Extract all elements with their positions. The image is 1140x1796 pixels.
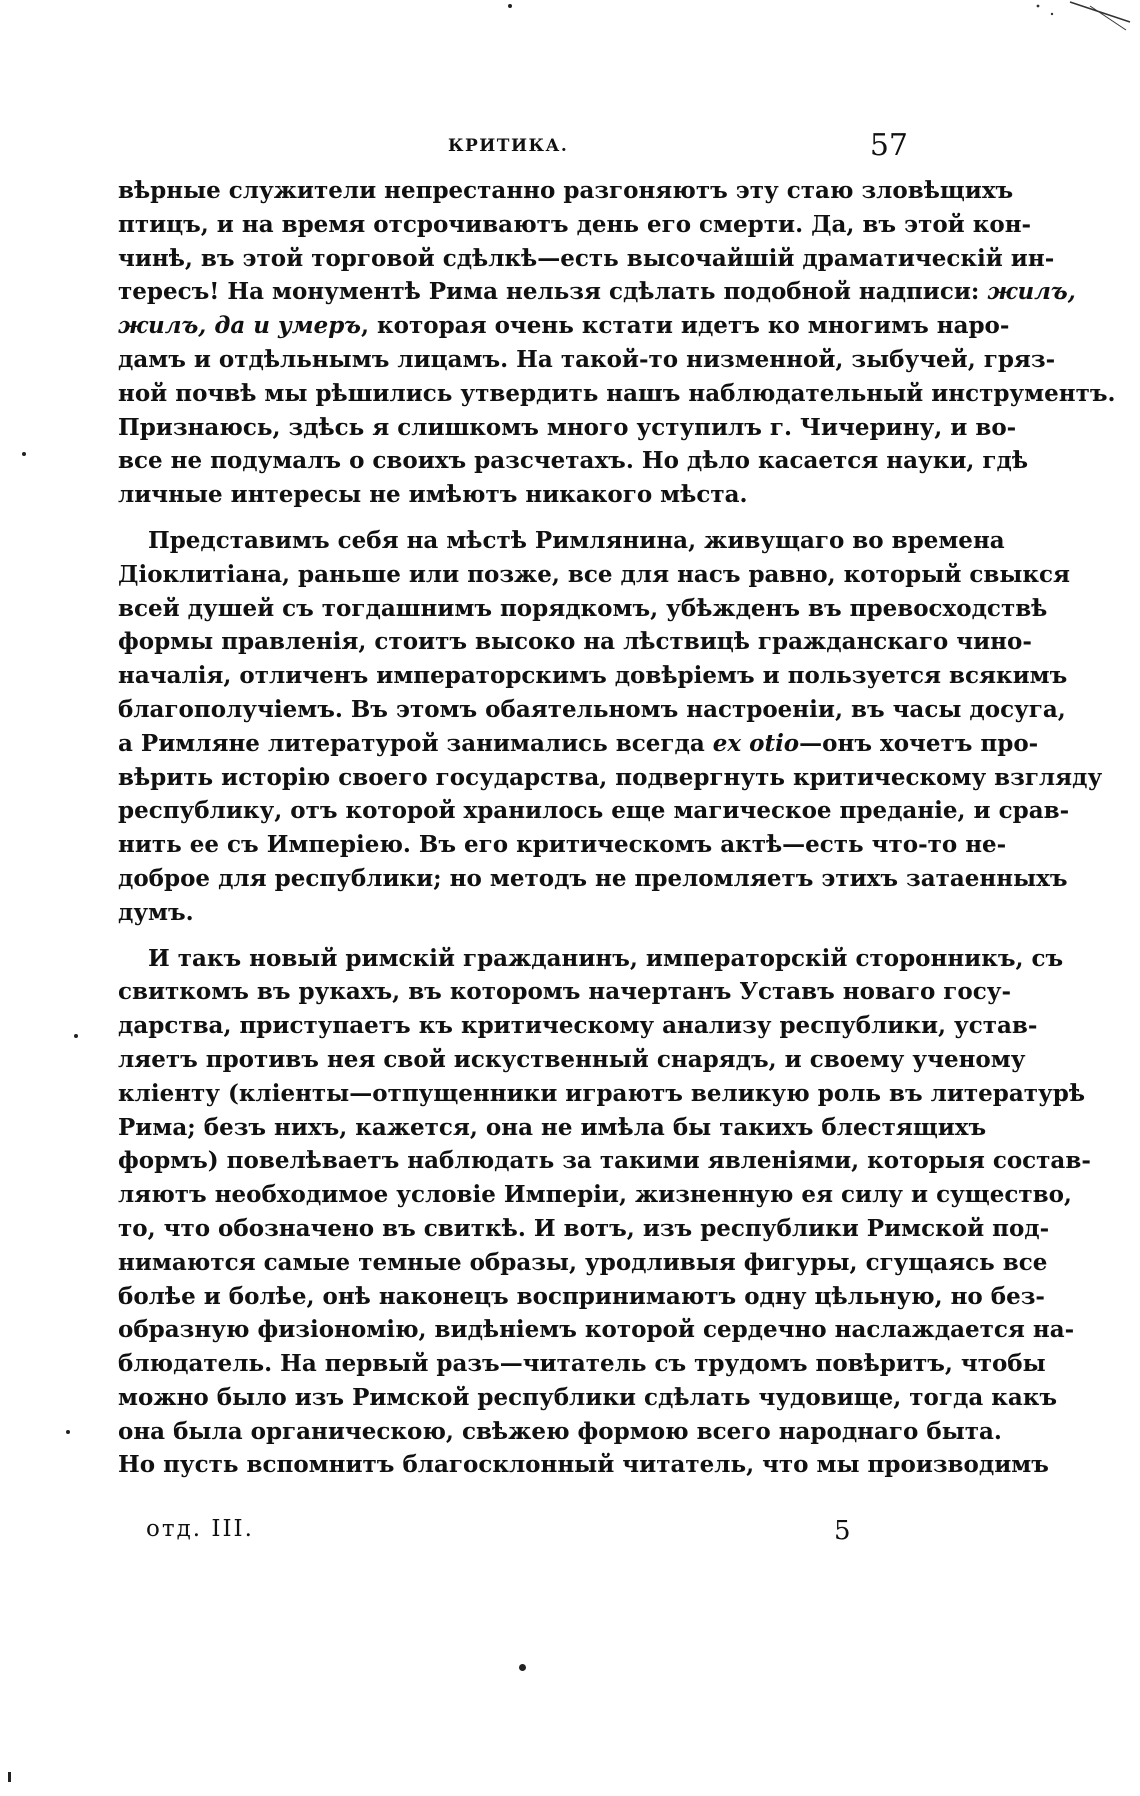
paragraph bbox=[118, 524, 1103, 930]
text-line: личные интересы не имѣютъ никакого мѣста. bbox=[118, 481, 748, 509]
text-line: то, что обозначено въ свиткѣ. И вотъ, изъ республики Римской под- bbox=[118, 1214, 1050, 1242]
text-line: И такъ новый римскій гражданинъ, императорскій сторонникъ, съ bbox=[148, 944, 1064, 972]
scan-speck bbox=[519, 1664, 526, 1671]
page-footer bbox=[118, 1516, 908, 1556]
text-line: а Римляне литературой занимались всегда ex otio—онъ хочетъ про- bbox=[118, 729, 1039, 757]
text-line: Рима; безъ нихъ, кажется, она не имѣла бы такихъ блестящихъ bbox=[118, 1113, 987, 1141]
footer-signature: отд. III. bbox=[146, 1516, 254, 1542]
text-line: птицъ, и на время отсрочиваютъ день его смерти. Да, въ этой кон- bbox=[118, 210, 1032, 238]
paragraph-gap bbox=[118, 512, 908, 524]
scan-speck bbox=[508, 4, 512, 8]
section-title: КРИТИКА. bbox=[448, 136, 569, 156]
emphasized-text: ex otio bbox=[712, 729, 800, 757]
scan-speck bbox=[66, 1430, 70, 1434]
text-line: думъ. bbox=[118, 898, 194, 926]
text-line: она была органическою, свѣжею формою всего народнаго быта. bbox=[118, 1417, 1002, 1445]
text-line: формъ) повелѣваетъ наблюдать за такими явленіями, которыя состав- bbox=[118, 1147, 1091, 1175]
text-line: образную физіономію, видѣніемъ которой сердечно наслаждается на- bbox=[118, 1316, 1075, 1344]
text-line: тересъ! На монументѣ Рима нельзя сдѣлать подобной надписи: жилъ, bbox=[118, 278, 1076, 306]
scan-speck bbox=[22, 452, 26, 456]
text-line: чинѣ, въ этой торговой сдѣлкѣ—есть высочайшій драматическій ин- bbox=[118, 244, 1055, 272]
running-head bbox=[118, 128, 908, 168]
text-line: ляетъ противъ нея свой искуственный снарядъ, и своему ученому bbox=[118, 1045, 1026, 1073]
text-line: дамъ и отдѣльнымъ лицамъ. На такой-то низменной, зыбучей, гряз- bbox=[118, 345, 1056, 373]
body-text bbox=[118, 174, 1116, 1482]
paragraph-gap bbox=[118, 930, 908, 942]
text-line: началія, отличенъ императорскимъ довѣріемъ и пользуется всякимъ bbox=[118, 662, 1068, 690]
text-line: все не подумалъ о своихъ разсчетахъ. Но дѣло касается науки, гдѣ bbox=[118, 447, 1029, 475]
text-line: нимаются самые темные образы, уродливыя фигуры, сгущаясь все bbox=[118, 1248, 1048, 1276]
text-line: Но пусть вспомнитъ благосклонный читатель, что мы производимъ bbox=[118, 1451, 1049, 1479]
text-line: благополучіемъ. Въ этомъ обаятельномъ настроеніи, въ часы досуга, bbox=[118, 695, 1066, 723]
paragraph bbox=[118, 174, 1116, 512]
page-number: 57 bbox=[869, 128, 908, 163]
text-line: всей душей съ тогдашнимъ порядкомъ, убѣжденъ въ превосходствѣ bbox=[118, 594, 1048, 622]
text-line: свиткомъ въ рукахъ, въ которомъ начертанъ Уставъ новаго госу- bbox=[118, 978, 1012, 1006]
text-line: вѣрные служители непрестанно разгоняютъ эту стаю зловѣщихъ bbox=[118, 177, 1014, 204]
scan-speck bbox=[74, 1034, 78, 1038]
corner-scan-mark bbox=[1030, 0, 1140, 40]
text-line: болѣе и болѣе, онѣ наконецъ воспринимаютъ одну цѣльную, но без- bbox=[118, 1282, 1045, 1310]
text-line: блюдатель. На первый разъ—читатель съ трудомъ повѣритъ, чтобы bbox=[118, 1350, 1046, 1378]
text-line: нить ее съ Имперіею. Въ его критическомъ актѣ—есть что-то не- bbox=[118, 831, 1007, 859]
text-line: можно было изъ Римской республики сдѣлать чудовище, тогда какъ bbox=[118, 1383, 1057, 1411]
text-line: ляютъ необходимое условіе Имперіи, жизненную ея силу и существо, bbox=[118, 1181, 1072, 1209]
emphasized-text: жилъ, да и умеръ bbox=[118, 312, 362, 340]
paragraph bbox=[118, 942, 1091, 1483]
text-line: жилъ, да и умеръ, которая очень кстати идетъ ко многимъ наро- bbox=[118, 312, 1010, 340]
text-line: Представимъ себя на мѣстѣ Римлянина, живущаго во времена bbox=[148, 526, 1005, 554]
footer-sheet-number: 5 bbox=[834, 1516, 851, 1546]
text-line: формы правленія, стоитъ высоко на лѣствицѣ гражданскаго чино- bbox=[118, 628, 1032, 656]
text-line: кліенту (кліенты—отпущенники играютъ великую роль въ литературѣ bbox=[118, 1079, 1086, 1107]
emphasized-text: жилъ, bbox=[987, 278, 1076, 306]
text-line: дарства, приступаетъ къ критическому анализу республики, устав- bbox=[118, 1012, 1038, 1040]
text-line: Діоклитіана, раньше или позже, все для насъ равно, который свыкся bbox=[118, 560, 1071, 588]
text-line: вѣрить исторію своего государства, подвергнуть критическому взгляду bbox=[118, 763, 1103, 791]
text-line: доброе для республики; но методъ не преломляетъ этихъ затаенныхъ bbox=[118, 864, 1068, 892]
text-line: ной почвѣ мы рѣшились утвердить нашъ наблюдательный инструментъ. bbox=[118, 379, 1116, 407]
text-line: республику, отъ которой хранилось еще магическое преданіе, и срав- bbox=[118, 797, 1070, 825]
text-line: Признаюсь, здѣсь я слишкомъ много уступилъ г. Чичерину, и во- bbox=[118, 413, 1017, 441]
scan-speck bbox=[8, 1772, 11, 1782]
